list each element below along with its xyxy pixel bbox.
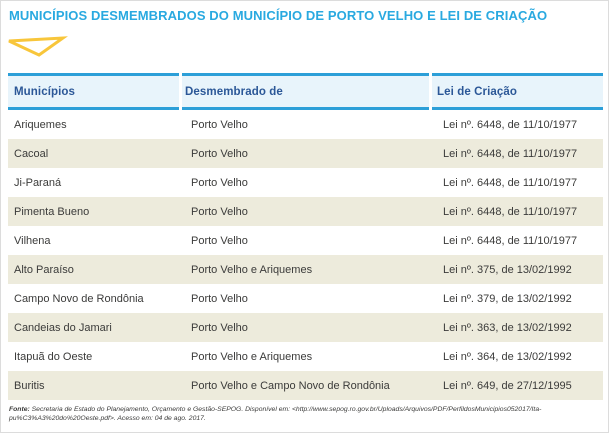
table-body — [8, 110, 603, 400]
table-row — [8, 255, 603, 284]
table-header-row — [8, 73, 603, 110]
cell-desmembrado-de: Porto Velho e Ariquemes — [191, 350, 313, 363]
cell-municipio: Campo Novo de Rondônia — [14, 292, 144, 305]
cell-lei-de-criacao: Lei nº. 364, de 13/02/1992 — [443, 350, 572, 363]
cell-municipio: Pimenta Bueno — [14, 205, 90, 218]
source-note-line1 — [9, 406, 607, 415]
triangle-down-icon — [6, 35, 68, 59]
cell-desmembrado-de: Porto Velho e Campo Novo de Rondônia — [191, 379, 390, 392]
cell-desmembrado-de: Porto Velho — [191, 205, 248, 218]
table-row — [8, 168, 603, 197]
cell-municipio: Ji-Paraná — [14, 176, 62, 189]
column-header-lei-de-criacao: Lei de Criação — [432, 73, 603, 110]
cell-municipio: Ariquemes — [14, 118, 67, 131]
cell-lei-de-criacao: Lei nº. 6448, de 11/10/1977 — [443, 118, 578, 131]
table-row — [8, 342, 603, 371]
page-title: MUNICÍPIOS DESMEMBRADOS DO MUNICÍPIO DE PORTO VELHO E LEI DE CRIAÇÃO — [9, 8, 548, 23]
table-row — [8, 197, 603, 226]
table-row — [8, 139, 603, 168]
table-row — [8, 313, 603, 342]
cell-desmembrado-de: Porto Velho e Ariquemes — [191, 263, 313, 276]
table-row — [8, 226, 603, 255]
cell-lei-de-criacao: Lei nº. 649, de 27/12/1995 — [443, 379, 572, 392]
cell-lei-de-criacao: Lei nº. 375, de 13/02/1992 — [443, 263, 572, 276]
cell-municipio: Cacoal — [14, 147, 49, 160]
cell-lei-de-criacao: Lei nº. 363, de 13/02/1992 — [443, 321, 572, 334]
source-note-line2: pu%C3%A3%20do%20Oeste.pdf>. Acesso em: 04 de ago. 2017. — [9, 414, 206, 422]
cell-municipio: Candeias do Jamari — [14, 321, 112, 334]
cell-municipio: Alto Paraíso — [14, 263, 74, 276]
cell-lei-de-criacao: Lei nº. 6448, de 11/10/1977 — [443, 205, 578, 218]
cell-municipio: Vilhena — [14, 234, 51, 247]
column-header-desmembrado-de: Desmembrado de — [182, 73, 429, 110]
cell-lei-de-criacao: Lei nº. 6448, de 11/10/1977 — [443, 176, 578, 189]
cell-desmembrado-de: Porto Velho — [191, 321, 248, 334]
municipios-table — [8, 73, 603, 400]
cell-lei-de-criacao: Lei nº. 6448, de 11/10/1977 — [443, 147, 578, 160]
source-label: Fonte: — [9, 406, 30, 413]
cell-desmembrado-de: Porto Velho — [191, 234, 248, 247]
cell-desmembrado-de: Porto Velho — [191, 176, 248, 189]
column-header-municipios: Municípios — [8, 73, 179, 110]
source-text-line1: Secretaria de Estado do Planejamento, Orçamento e Gestão-SEPOG. Disponível em: <http://www.sepog.ro.gov.br/Uploads/Arquivos/PDF/PerfildosMunicipios052017/Ita- — [29, 406, 542, 413]
cell-desmembrado-de: Porto Velho — [191, 292, 248, 305]
cell-lei-de-criacao: Lei nº. 379, de 13/02/1992 — [443, 292, 572, 305]
table-row — [8, 371, 603, 400]
cell-lei-de-criacao: Lei nº. 6448, de 11/10/1977 — [443, 234, 578, 247]
table-row — [8, 110, 603, 139]
source-note — [9, 406, 607, 424]
cell-desmembrado-de: Porto Velho — [191, 147, 248, 160]
cell-desmembrado-de: Porto Velho — [191, 118, 248, 131]
table-row — [8, 284, 603, 313]
cell-municipio: Buritis — [14, 379, 45, 392]
cell-municipio: Itapuã do Oeste — [14, 350, 93, 363]
